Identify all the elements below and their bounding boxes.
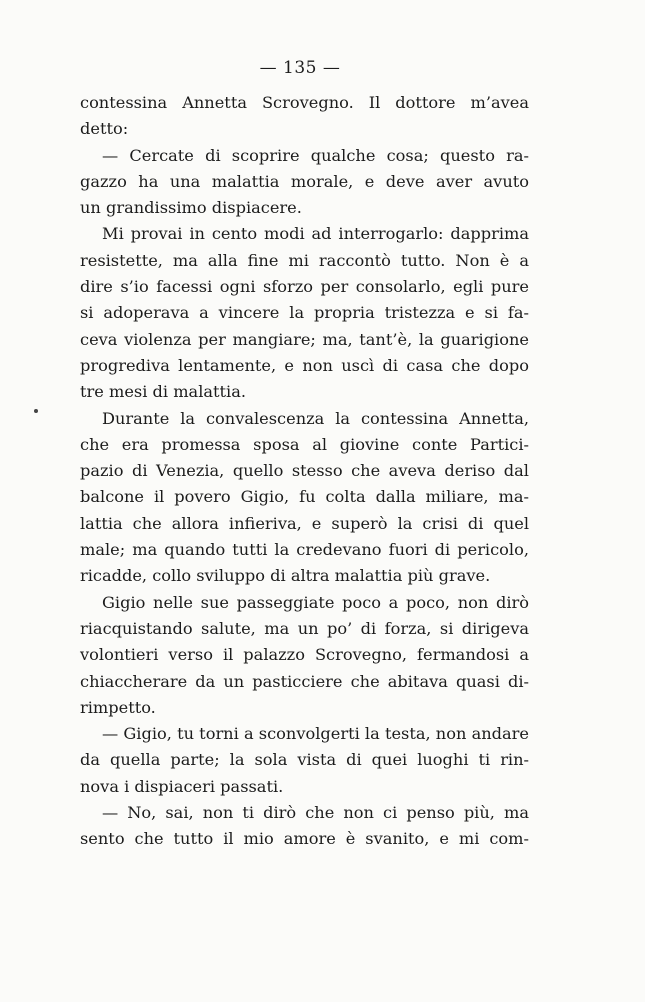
text-line: lattia che allora infieriva, e superò la crisi di quel: [80, 513, 529, 533]
margin-dot-mark: [34, 409, 38, 413]
text-line: detto:: [80, 119, 129, 139]
text-line: pazio di Venezia, quello stesso che aveva deriso dal: [80, 461, 529, 481]
page-number: — 135 —: [259, 58, 341, 78]
text-line: ricadde, collo sviluppo di altra malattia più grave.: [80, 566, 491, 586]
text-line: — No, sai, non ti dirò che non ci penso più, ma: [102, 803, 529, 823]
text-line: tre mesi di malattia.: [80, 382, 247, 402]
text-line: un grandissimo dispiacere.: [80, 198, 302, 218]
text-line: dire s’io facessi ogni sforzo per consolarlo, egli pure: [80, 277, 529, 297]
text-line: Mi provai in cento modi ad interrogarlo: dapprima: [102, 224, 529, 244]
text-line: — Cercate di scoprire qualche cosa; questo ra-: [102, 145, 529, 165]
text-line: nova i dispiaceri passati.: [80, 776, 284, 796]
text-line: si adoperava a vincere la propria tristezza e si fa-: [80, 303, 529, 323]
text-line: male; ma quando tutti la credevano fuori di pericolo,: [80, 540, 529, 560]
text-line: — Gigio, tu torni a sconvolgerti la testa, non andare: [102, 724, 529, 744]
text-line: volontieri verso il palazzo Scrovegno, fermandosi a: [80, 645, 529, 665]
text-line: Durante la convalescenza la contessina Annetta,: [102, 408, 529, 428]
text-line: sento che tutto il mio amore è svanito, e mi com-: [80, 829, 529, 849]
text-line: rimpetto.: [80, 697, 156, 717]
text-line: che era promessa sposa al giovine conte Partici-: [80, 434, 529, 454]
text-line: da quella parte; la sola vista di quei luoghi ti rin-: [80, 750, 529, 770]
text-line: balcone il povero Gigio, fu colta dalla miliare, ma-: [80, 487, 529, 507]
text-line: ceva violenza per mangiare; ma, tant’è, la guarigione: [80, 329, 529, 349]
text-line: Gigio nelle sue passeggiate poco a poco, non dirò: [102, 592, 529, 612]
body-text: [80, 90, 529, 853]
text-line: contessina Annetta Scrovegno. Il dottore m’avea: [80, 93, 529, 112]
text-line: chiaccherare da un pasticciere che abitava quasi di-: [80, 671, 529, 691]
text-line: gazzo ha una malattia morale, e deve aver avuto: [80, 171, 529, 191]
text-line: riacquistando salute, ma un po’ di forza, si dirigeva: [80, 618, 529, 638]
text-line: resistette, ma alla fine mi raccontò tutto. Non è a: [80, 250, 529, 270]
text-line: progrediva lentamente, e non uscì di casa che dopo: [80, 355, 529, 375]
